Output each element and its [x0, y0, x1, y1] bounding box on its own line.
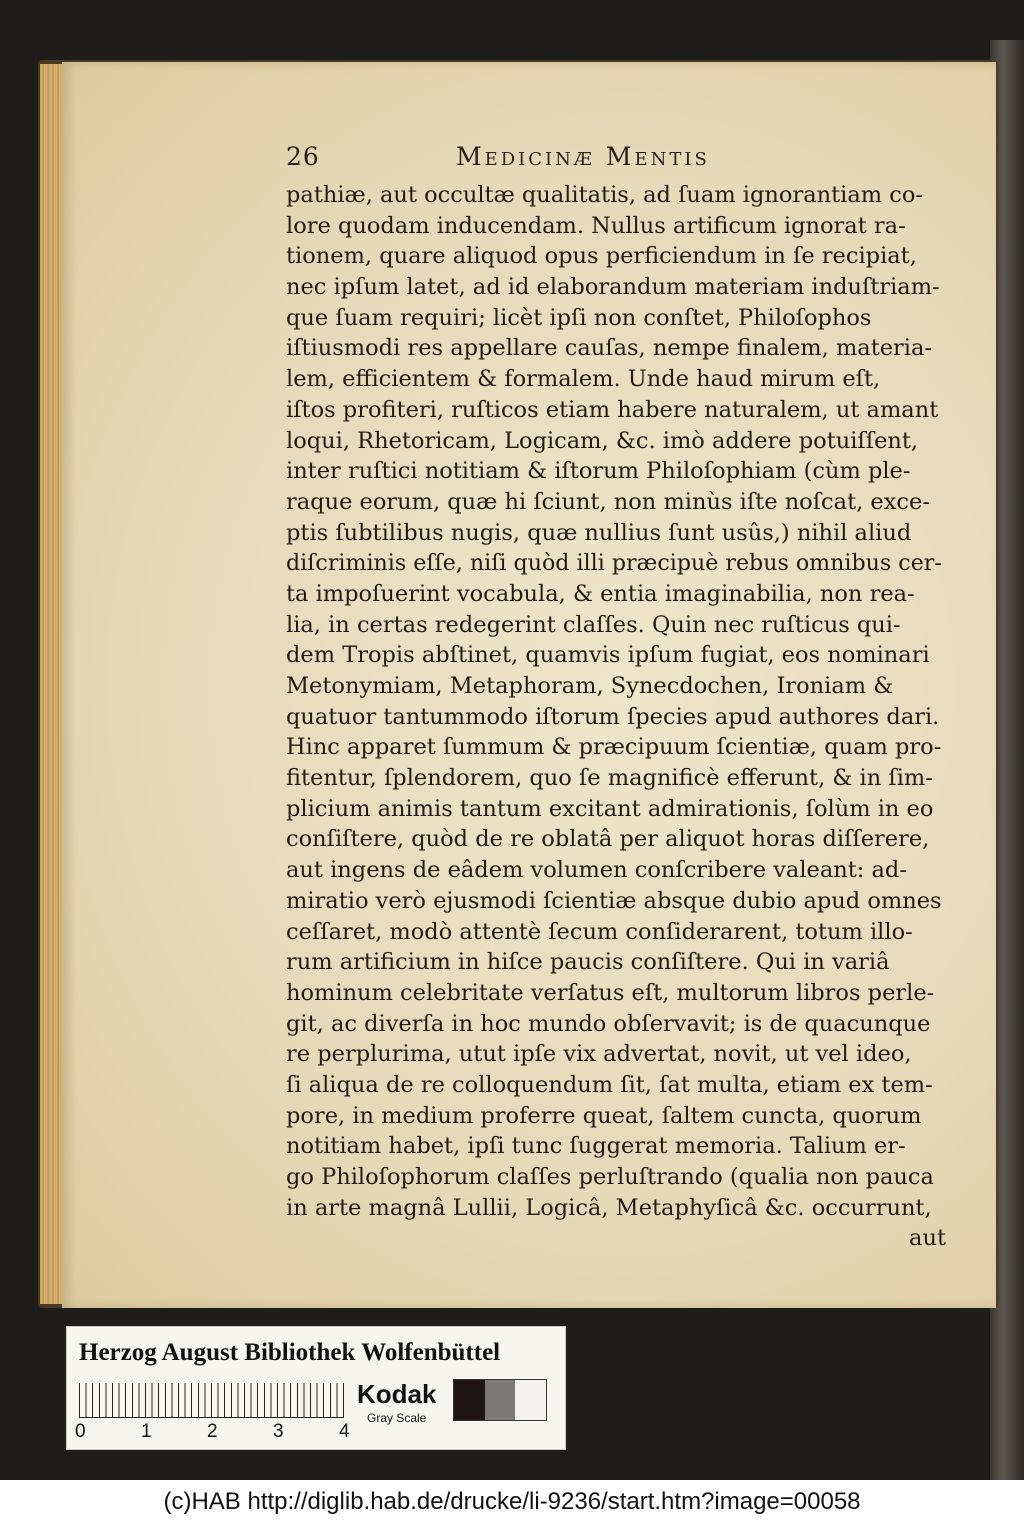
running-title: Medicinæ Mentis [456, 142, 710, 171]
ruler-number: 2 [207, 1421, 218, 1442]
ruler-numbers [75, 1421, 375, 1445]
text-line: nec ipſum latet, ad id elaborandum materiam induſtriam- [286, 274, 940, 301]
text-line: go Philoſophorum claſſes perluſtrando (qualia non pauca [286, 1164, 934, 1191]
color-calibration-chart [66, 1326, 566, 1450]
text-line: tionem, quare aliquod opus perficiendum in ſe recipiat, [286, 243, 917, 270]
running-head [286, 142, 936, 182]
gray-scale-label: Gray Scale [367, 1411, 427, 1425]
text-line: quatuor tantummodo iſtorum ſpecies apud authores dari. [286, 703, 940, 730]
text-line: que ſuam requiri; licèt ipſi non conſtet, Philoſophos [286, 304, 872, 331]
text-line: conſiſtere, quòd de re oblatâ per aliquot horas diſſerere, [286, 826, 930, 853]
gray-swatch [454, 1380, 485, 1420]
text-line: ſi aliqua de re colloquendum ſit, ſat multa, etiam ex tem- [286, 1071, 933, 1098]
text-line: fitentur, ſplendorem, quo ſe magnificè efferunt, & in ſim- [286, 765, 933, 792]
text-line: loqui, Rhetoricam, Logicam, &c. imò addere potuiſſent, [286, 427, 919, 454]
text-line: plicium animis tantum excitant admirationis, ſolùm in eo [286, 795, 934, 822]
text-line: pore, in medium proferre queat, ſaltem cuncta, quorum [286, 1102, 922, 1129]
ruler-number: 3 [273, 1421, 284, 1442]
text-line: re perplurima, utut ipſe vix advertat, novit, ut vel ideo, [286, 1041, 912, 1068]
text-line: in arte magnâ Lullii, Logicâ, Metaphyſicâ &c. occurrunt, [286, 1194, 932, 1221]
catchword: aut [909, 1225, 946, 1252]
text-line: inter ruſtici notitiam & iſtorum Philoſophiam (cùm ple- [286, 458, 911, 485]
text-line: notitiam habet, ipſi tunc ſuggerat memoria. Talium er- [286, 1133, 906, 1160]
text-line: iſtos profiteri, ruſticos etiam habere naturalem, ut amant [286, 396, 939, 423]
text-line: dem Tropis abſtinet, quamvis ipſum fugiat, eos nominari [286, 642, 930, 669]
text-line: pathiæ, aut occultæ qualitatis, ad ſuam ignorantiam co- [286, 182, 923, 208]
text-line: git, ac diverſa in hoc mundo obſervavit; is de quacunque [286, 1010, 931, 1037]
text-line: aut ingens de eâdem volumen conſcribere valeant: ad- [286, 857, 907, 884]
text-line: Hinc apparet ſummum & præcipuum ſcientiæ, quam pro- [286, 734, 942, 761]
text-line: iſtiusmodi res appellare cauſas, nempe finalem, materia- [286, 335, 933, 362]
text-line: lem, efficientem & formalem. Unde haud mirum eſt, [286, 366, 881, 393]
text-line: ptis ſubtilibus nugis, quæ nullius ſunt usûs,) nihil aliud [286, 519, 912, 546]
gray-scale-swatches [453, 1379, 547, 1421]
text-line: hominum celebritate verſatus eſt, multorum libros perle- [286, 979, 935, 1006]
gray-swatch [515, 1380, 546, 1420]
measurement-ruler [79, 1383, 344, 1418]
text-line: ceſſaret, modò attentè ſecum conſiderarent, totum illo- [286, 918, 913, 945]
ruler-number: 4 [339, 1421, 350, 1442]
copyright-notice: (c)HAB http://diglib.hab.de/drucke/li-9236/start.htm?image=00058 [163, 1488, 861, 1515]
footer [0, 1480, 1024, 1523]
text-line: raque eorum, quæ hi ſciunt, non minùs iſte noſcat, exce- [286, 488, 930, 515]
text-line: Metonymiam, Metaphoram, Synecdochen, Ironiam & [286, 673, 894, 700]
text-line: diſcriminis eſſe, niſi quòd illi præcipuè rebus omnibus cer- [286, 550, 942, 577]
text-line: lore quodam inducendam. Nullus artificum ignorat ra- [286, 212, 906, 239]
kodak-logo: Kodak [357, 1379, 437, 1409]
gray-swatch [485, 1380, 516, 1420]
text-line: ta impoſuerint vocabula, & entia imaginabilia, non rea- [286, 580, 915, 607]
library-name: Herzog August Bibliothek Wolfenbüttel [79, 1339, 501, 1366]
ruler-number: 1 [141, 1421, 152, 1442]
text-line: miratio verò ejusmodi ſcientiæ absque dubio apud omnes [286, 887, 942, 914]
body-text [286, 180, 946, 1254]
page-number: 26 [286, 142, 320, 171]
ruler-number: 0 [75, 1421, 86, 1442]
text-line: lia, in certas redegerint claſſes. Quin nec ruſticus qui- [286, 611, 901, 638]
text-line: rum artificium in hiſce paucis conſiſtere. Qui in variâ [286, 949, 890, 976]
